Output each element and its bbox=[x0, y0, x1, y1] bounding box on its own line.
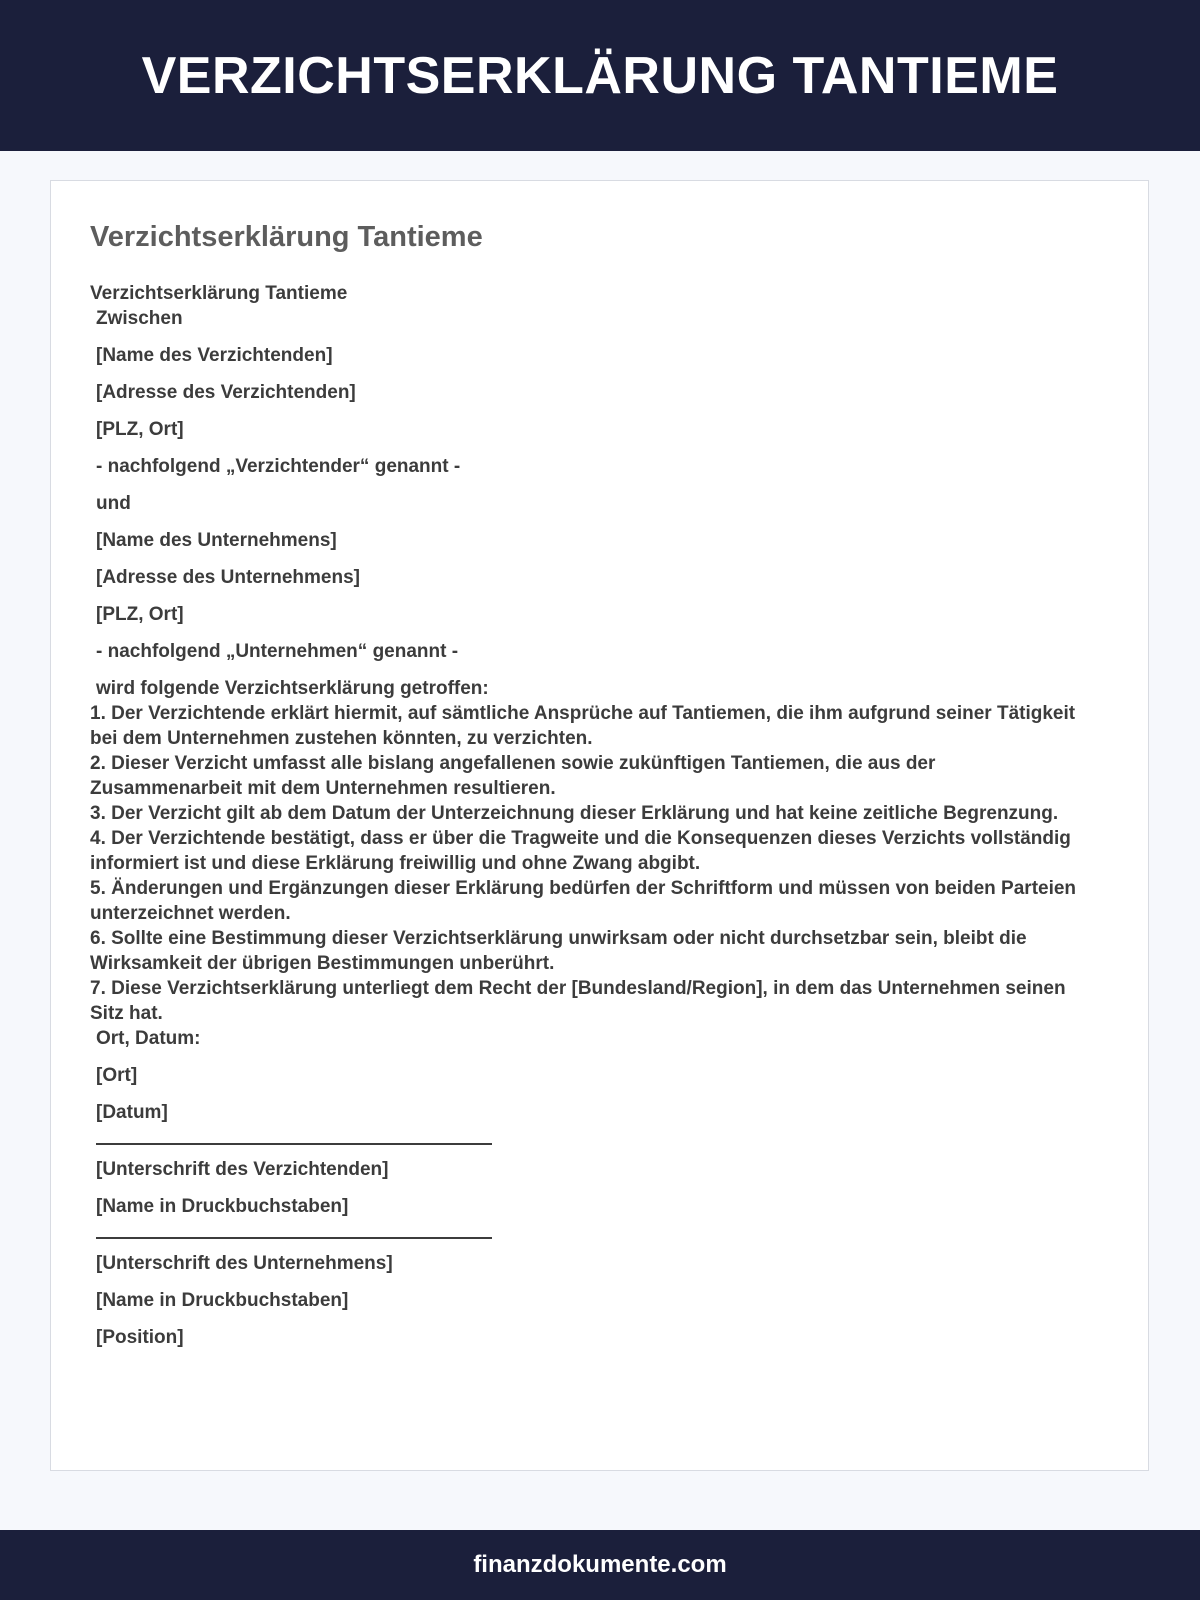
clause-4: 4. Der Verzichtende bestätigt, dass er über die Tragweite und die Konsequenzen dieses Verzichts vollständig informiert ist und diese Erklärung freiwillig und ohne Zwang abgibt. bbox=[90, 828, 1071, 874]
signature1-label: [Unterschrift des Verzichtenden] bbox=[96, 1159, 389, 1180]
intro-text: wird folgende Verzichtserklärung getroffen: bbox=[96, 678, 489, 699]
place-date-label: Ort, Datum: bbox=[96, 1028, 201, 1049]
party1-address: [Adresse des Verzichtenden] bbox=[96, 382, 356, 403]
place-field: [Ort] bbox=[96, 1065, 138, 1086]
and-label: und bbox=[96, 493, 131, 514]
clause-7: 7. Diese Verzichtserklärung unterliegt dem Recht der [Bundesland/Region], in dem das Unternehmen seinen Sitz hat. bbox=[90, 978, 1066, 1024]
signature2-name: [Name in Druckbuchstaben] bbox=[96, 1290, 349, 1311]
document-subtitle: Verzichtserklärung Tantieme bbox=[90, 283, 348, 304]
signature-line-1 bbox=[96, 1143, 492, 1145]
clause-5: 5. Änderungen und Ergänzungen dieser Erklärung bedürfen der Schriftform und müssen von beiden Parteien unterzeichnet werden. bbox=[90, 878, 1077, 924]
document-body bbox=[90, 281, 1090, 1350]
document-title: Verzichtserklärung Tantieme bbox=[90, 221, 483, 253]
document-card bbox=[50, 180, 1149, 1471]
party2-name: [Name des Unternehmens] bbox=[96, 530, 337, 551]
between-label: Zwischen bbox=[96, 308, 183, 329]
party2-city: [PLZ, Ort] bbox=[96, 604, 184, 625]
party1-name: [Name des Verzichtenden] bbox=[96, 345, 333, 366]
party2-address: [Adresse des Unternehmens] bbox=[96, 567, 360, 588]
signature-line-2 bbox=[96, 1237, 492, 1239]
signature1-name: [Name in Druckbuchstaben] bbox=[96, 1196, 349, 1217]
page-header bbox=[0, 0, 1200, 151]
header-title: VERZICHTSERKLÄRUNG TANTIEME bbox=[141, 46, 1059, 105]
clause-2: 2. Dieser Verzicht umfasst alle bislang angefallenen sowie zukünftigen Tantiemen, die aus der Zusammenarbeit mit dem Unternehmen resultieren. bbox=[90, 753, 936, 799]
signature2-label: [Unterschrift des Unternehmens] bbox=[96, 1253, 393, 1274]
clause-3: 3. Der Verzicht gilt ab dem Datum der Unterzeichnung dieser Erklärung und hat keine zeitliche Begrenzung. bbox=[90, 803, 1059, 824]
party2-designation: - nachfolgend „Unternehmen“ genannt - bbox=[96, 641, 459, 662]
page-footer bbox=[0, 1530, 1200, 1600]
party1-designation: - nachfolgend „Verzichtender“ genannt - bbox=[96, 456, 461, 477]
signature2-position: [Position] bbox=[96, 1327, 184, 1348]
date-field: [Datum] bbox=[96, 1102, 168, 1123]
clause-6: 6. Sollte eine Bestimmung dieser Verzichtserklärung unwirksam oder nicht durchsetzbar sein, bleibt die Wirksamkeit der übrigen Bestimmungen unberührt. bbox=[90, 928, 1027, 974]
clause-1: 1. Der Verzichtende erklärt hiermit, auf sämtliche Ansprüche auf Tantiemen, die ihm aufgrund seiner Tätigkeit bei dem Unternehmen zustehen könnten, zu verzichten. bbox=[90, 703, 1076, 749]
party1-city: [PLZ, Ort] bbox=[96, 419, 184, 440]
footer-site: finanzdokumente.com bbox=[473, 1551, 727, 1578]
